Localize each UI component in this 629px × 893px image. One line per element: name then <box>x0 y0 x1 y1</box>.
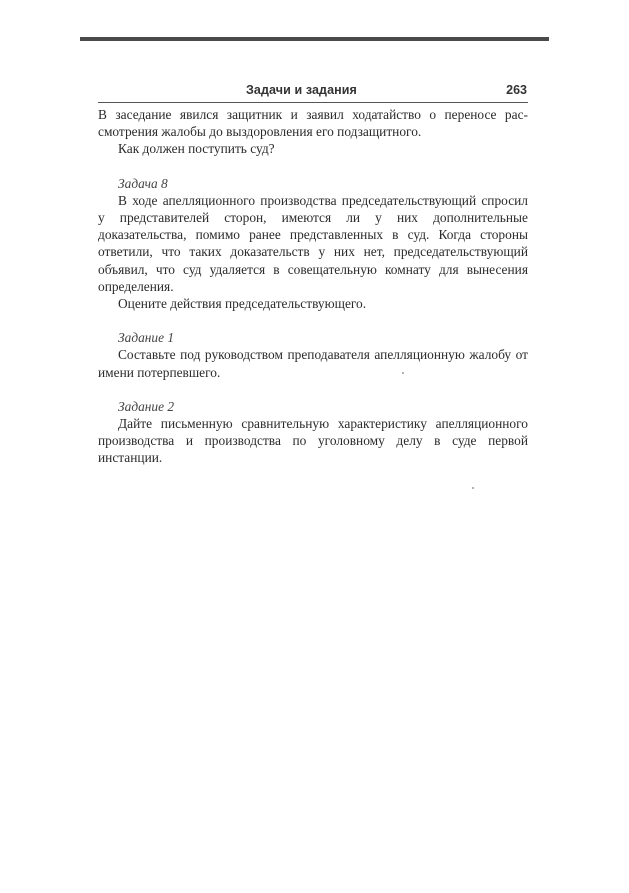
body-text <box>98 106 528 467</box>
top-rule <box>80 37 549 41</box>
page-number: 263 <box>506 83 527 97</box>
scan-speck <box>472 487 474 489</box>
task-8-question: Оцените действия председательствующего. <box>118 296 367 312</box>
assignment-1-text: Составьте под руководством преподавателя апелляционную жалобу от имени потерпевшего. <box>98 347 528 380</box>
task-8-text: В ходе апелляционного производства председательствующий спросил у представителей сторон, имеются ли у них дополнительные доказательства, помимо ранее представленных в суд. Когда стороны ответили, что таких доказательств у них нет, председательствующий объявил, что суд удаляется в совещательную комнату для вынесения определения. <box>98 192 528 294</box>
task-8-heading: Задача 8 <box>118 175 168 191</box>
assignment-2-heading: Задание 2 <box>118 398 175 414</box>
paragraph-question: Как должен поступить суд? <box>118 141 275 157</box>
running-head <box>98 82 528 103</box>
paragraph-continuation: В заседание явился защитник и заявил ходатайство о переносе рассмотрения жалобы до выздоровления его подзащитного. <box>98 107 528 140</box>
running-title: Задачи и задания <box>246 83 357 97</box>
assignment-1-heading: Задание 1 <box>118 330 175 346</box>
scan-speck <box>402 372 404 374</box>
assignment-2-text: Дайте письменную сравнительную характеристику апелляционного производства и производства по уголовному делу в суде первой инстанции. <box>98 416 528 466</box>
